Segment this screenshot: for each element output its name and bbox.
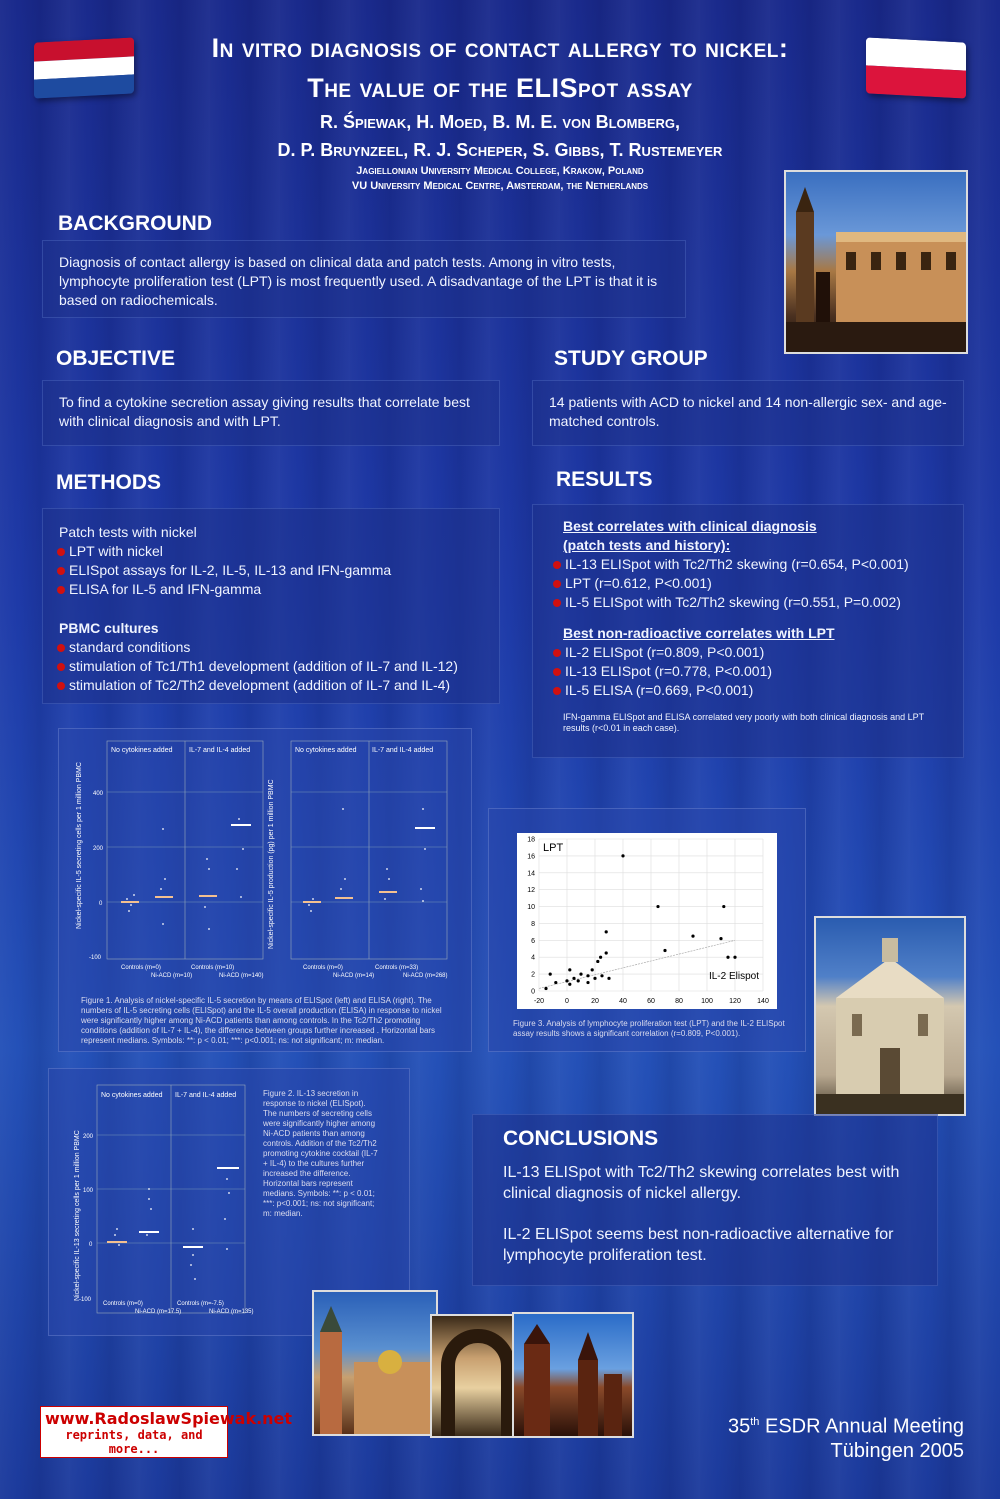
fig1-ytick: -100	[89, 955, 102, 961]
results-subhead-2: Best non-radioactive correlates with LPT	[563, 625, 835, 641]
website-subtitle: reprints, data, and more...	[65, 1428, 203, 1456]
x-tick-label: 80	[675, 998, 683, 1005]
fig1-left-xlabel: Controls (m=10)	[191, 965, 235, 971]
church-silhouette-icon	[816, 918, 964, 1114]
meeting-info	[640, 1410, 964, 1463]
fig2-header-l: No cytokines added	[101, 1092, 163, 1099]
fig1-right-xlabel: Controls (m=33)	[375, 965, 419, 971]
conclusions-heading: CONCLUSIONS	[503, 1127, 659, 1150]
fig1-right-header-r: IL-7 and IL-4 added	[372, 747, 434, 754]
y-tick-label: 8	[531, 920, 535, 928]
data-point	[565, 979, 568, 982]
data-point	[719, 937, 722, 940]
data-point	[722, 905, 725, 908]
fig2-ytick: 200	[83, 1134, 94, 1140]
meeting-number: 35	[728, 1415, 751, 1438]
results-item: IL-5 ELISpot with Tc2/Th2 skewing (r=0.551, P=0.002)	[555, 593, 947, 612]
data-point	[605, 930, 608, 933]
fig2-ytick: -100	[79, 1297, 92, 1303]
pbmc-item: stimulation of Tc1/Th1 development (addition of IL-7 and IL-12)	[59, 657, 483, 676]
data-point	[591, 968, 594, 971]
meeting-name-line	[640, 1410, 964, 1439]
fig2-xlabel: Ni-ACD (m=135)	[209, 1309, 254, 1315]
x-tick-label: 0	[565, 998, 569, 1005]
data-point	[726, 956, 729, 959]
fig2-ylabel: Nickel-specific IL-13 secreting cells per 1 million PBMC	[74, 1130, 81, 1301]
krakow-cloth-hall-photo	[784, 170, 968, 354]
x-tick-label: 60	[647, 998, 655, 1005]
fig1-right-ylabel: Nickel-specific IL-5 production (pg) per 1 million PBMC	[268, 779, 275, 949]
fig1-left-xlabel: Controls (m=0)	[121, 965, 161, 971]
conclusions-box	[472, 1114, 938, 1286]
y-tick-label: 10	[527, 904, 535, 912]
y-tick-label: 12	[527, 887, 535, 895]
fig2-ytick: 100	[83, 1188, 94, 1194]
y-tick-label: 2	[531, 971, 535, 979]
x-tick-label: 100	[701, 998, 713, 1005]
fig1-left-header-l: No cytokines added	[111, 747, 173, 754]
meeting-name: ESDR Annual Meeting	[759, 1415, 964, 1438]
fig2-header-r: IL-7 and IL-4 added	[175, 1092, 237, 1099]
fig2-ytick: 0	[89, 1242, 93, 1248]
results-item: IL-13 ELISpot (r=0.778, P<0.001)	[555, 662, 947, 681]
methods-intro: Patch tests with nickel	[59, 524, 197, 540]
results-item: IL-13 ELISpot with Tc2/Th2 skewing (r=0.654, P<0.001)	[555, 555, 947, 574]
figure-1-panel	[58, 728, 472, 1052]
x-tick-label: -20	[533, 998, 545, 1005]
data-point	[621, 854, 624, 857]
title-line-1: In vitro diagnosis of contact allergy to nickel:	[211, 33, 789, 63]
methods-heading: METHODS	[56, 471, 161, 494]
y-tick-label: 6	[531, 937, 535, 945]
results-subhead-1a: Best correlates with clinical diagnosis	[563, 518, 817, 534]
meeting-ordinal: th	[750, 1416, 760, 1428]
fig1-left-ylabel: Nickel-specific IL-5 secreting cells per 1 million PBMC	[76, 762, 83, 929]
data-point	[577, 979, 580, 982]
meeting-place: Tübingen 2005	[830, 1439, 964, 1462]
data-point	[599, 956, 602, 959]
data-point	[549, 973, 552, 976]
data-point	[586, 974, 589, 977]
figure-3-caption: Figure 3. Analysis of lymphocyte proliferation test (LPT) and the IL-2 ELISpot assay results shows a significant correlation (r=0.809, P<0.001).	[513, 1019, 785, 1038]
x-tick-label: 40	[619, 998, 627, 1005]
data-point	[691, 935, 694, 938]
authors-line-2: D. P. Bruynzeel, R. J. Scheper, S. Gibbs, T. Rustemeyer	[277, 140, 723, 160]
conclusion-1: IL-13 ELISpot with Tc2/Th2 skewing correlates best with clinical diagnosis of nickel allergy.	[503, 1164, 900, 1202]
background-text: Diagnosis of contact allergy is based on clinical data and patch tests. Among in vitro tests, lymphocyte proliferation test (LPT) is most frequently used. A disadvantage of the LPT is that it is based on radiochemicals.	[59, 254, 658, 308]
pbmc-item: standard conditions	[59, 638, 483, 657]
x-tick-label: 120	[729, 998, 741, 1005]
figure-3-panel	[488, 808, 806, 1052]
results-box	[532, 504, 964, 758]
castle-silhouette-icon	[314, 1292, 436, 1434]
objective-heading: OBJECTIVE	[56, 347, 176, 370]
y-tick-label: 4	[531, 954, 535, 962]
poster-title	[0, 28, 1000, 108]
pbmc-item: stimulation of Tc2/Th2 development (addition of IL-7 and IL-4)	[59, 676, 483, 695]
conclusion-2: IL-2 ELISpot seems best non-radioactive alternative for lymphocyte proliferation test.	[503, 1226, 894, 1264]
church-facade-photo	[814, 916, 966, 1116]
data-point	[554, 981, 557, 984]
x-tick-label: 140	[757, 998, 769, 1005]
figure-2-plot	[49, 1069, 259, 1323]
fig1-left-xlabel: Ni-ACD (m=10)	[151, 973, 193, 979]
data-point	[568, 968, 571, 971]
title-line-2: The value of the ELISpot assay	[307, 73, 693, 103]
pbmc-heading: PBMC cultures	[59, 620, 159, 636]
results-subhead-1b: (patch tests and history):	[563, 537, 731, 553]
website-link[interactable]	[40, 1406, 293, 1458]
data-point	[544, 987, 547, 990]
objective-text: To find a cytokine secretion assay giving results that correlate best with clinical diagnosis and with LPT.	[59, 394, 470, 429]
figure-1-plots	[59, 729, 473, 989]
building-silhouette-icon	[786, 172, 966, 352]
data-point	[600, 974, 603, 977]
x-axis-label: IL-2 Elispot	[708, 971, 759, 983]
data-point	[568, 983, 571, 986]
background-heading: BACKGROUND	[58, 212, 212, 235]
wawel-castle-photo	[312, 1290, 438, 1436]
authors-line-1: R. Śpiewak, H. Moed, B. M. E. von Blomberg,	[319, 112, 681, 132]
study-group-heading: STUDY GROUP	[554, 347, 708, 370]
methods-item: ELISA for IL-5 and IFN-gamma	[59, 580, 483, 599]
results-note: IFN-gamma ELISpot and ELISA correlated very poorly with both clinical diagnosis and LPT results (r<0.01 in each case).	[563, 712, 925, 733]
affiliation-2: VU University Medical Centre, Amsterdam, the Netherlands	[351, 180, 649, 192]
data-point	[596, 960, 599, 963]
y-tick-label: 18	[527, 836, 535, 844]
fig1-left-header-r: IL-7 and IL-4 added	[189, 747, 251, 754]
authors	[0, 108, 1000, 164]
methods-item: ELISpot assays for IL-2, IL-5, IL-13 and IFN-gamma	[59, 561, 483, 580]
fig1-right-header-l: No cytokines added	[295, 747, 357, 754]
x-tick-label: 20	[591, 998, 599, 1005]
study-group-text: 14 patients with ACD to nickel and 14 non-allergic sex- and age-matched controls.	[549, 394, 947, 429]
methods-box	[42, 508, 500, 704]
arch-icon	[432, 1316, 524, 1436]
affiliation-1: Jagiellonian University Medical College, Krakow, Poland	[356, 165, 644, 177]
data-point	[663, 949, 666, 952]
data-point	[586, 981, 589, 984]
fig1-right-xlabel: Ni-ACD (m=268)	[403, 973, 448, 979]
methods-item: LPT with nickel	[59, 542, 483, 561]
objective-box	[42, 380, 500, 446]
fig2-xlabel: Controls (m=0)	[103, 1301, 143, 1307]
website-url[interactable]: www.RadoslawSpiewak.net	[45, 1409, 293, 1428]
y-tick-label: 14	[527, 870, 535, 878]
results-heading: RESULTS	[556, 468, 653, 491]
towers-silhouette-icon	[514, 1314, 632, 1436]
fig2-xlabel: Controls (m=-7.5)	[177, 1301, 224, 1307]
figure-2-caption: Figure 2. IL-13 secretion in response to nickel (ELISpot). The numbers of secreting cells were significantly higher among Ni-ACD patients than among controls. Addition of the Tc2/Th2 promoting cytokine cocktail (IL-7 + IL-4) to the cultures further increased the difference. Horizontal bars represent medians. Symbols: **: p < 0.01; ***: p<0.001; ns: not significant; m: median.	[263, 1089, 378, 1218]
data-point	[593, 977, 596, 980]
fig1-right-xlabel: Controls (m=0)	[303, 965, 343, 971]
fig1-left-xlabel: Ni-ACD (m=140)	[219, 973, 264, 979]
st-mary-church-photo	[512, 1312, 634, 1438]
results-item: LPT (r=0.612, P<0.001)	[555, 574, 947, 593]
background-box	[42, 240, 686, 318]
figure-1-caption: Figure 1. Analysis of nickel-specific IL-5 secretion by means of ELISpot (left) and ELISA (right). The numbers of IL-5 secreting cells (ELISpot) and the IL-5 overall production (ELISA) in response to nickel were significantly higher among Ni-ACD patients than among controls. In the Tc2/Th2 promoting conditions (addition of IL-7 + IL-4), the difference between groups further increased . Horizontal bars represent medians. Symbols: **: p < 0.01; ***: p<0.001; ns: not significant; m: median.	[81, 996, 442, 1045]
scatter-plot-area	[517, 833, 777, 1009]
fig1-right-xlabel: Ni-ACD (m=14)	[333, 973, 375, 979]
results-item: IL-2 ELISpot (r=0.809, P<0.001)	[555, 643, 947, 662]
data-point	[607, 977, 610, 980]
data-point	[605, 951, 608, 954]
results-item: IL-5 ELISA (r=0.669, P<0.001)	[555, 681, 947, 700]
data-point	[733, 956, 736, 959]
fig2-xlabel: Ni-ACD (m=17.5)	[135, 1309, 182, 1315]
y-tick-label: 16	[527, 853, 535, 861]
fig1-ytick: 400	[93, 791, 104, 797]
data-point	[572, 977, 575, 980]
data-point	[579, 973, 582, 976]
y-tick-label: 0	[531, 988, 535, 996]
study-group-box	[532, 380, 964, 446]
data-point	[656, 905, 659, 908]
fig1-ytick: 200	[93, 846, 104, 852]
fig1-ytick: 0	[99, 901, 103, 907]
lpt-vs-il2-scatter	[517, 833, 777, 1009]
y-axis-label: LPT	[543, 842, 564, 854]
